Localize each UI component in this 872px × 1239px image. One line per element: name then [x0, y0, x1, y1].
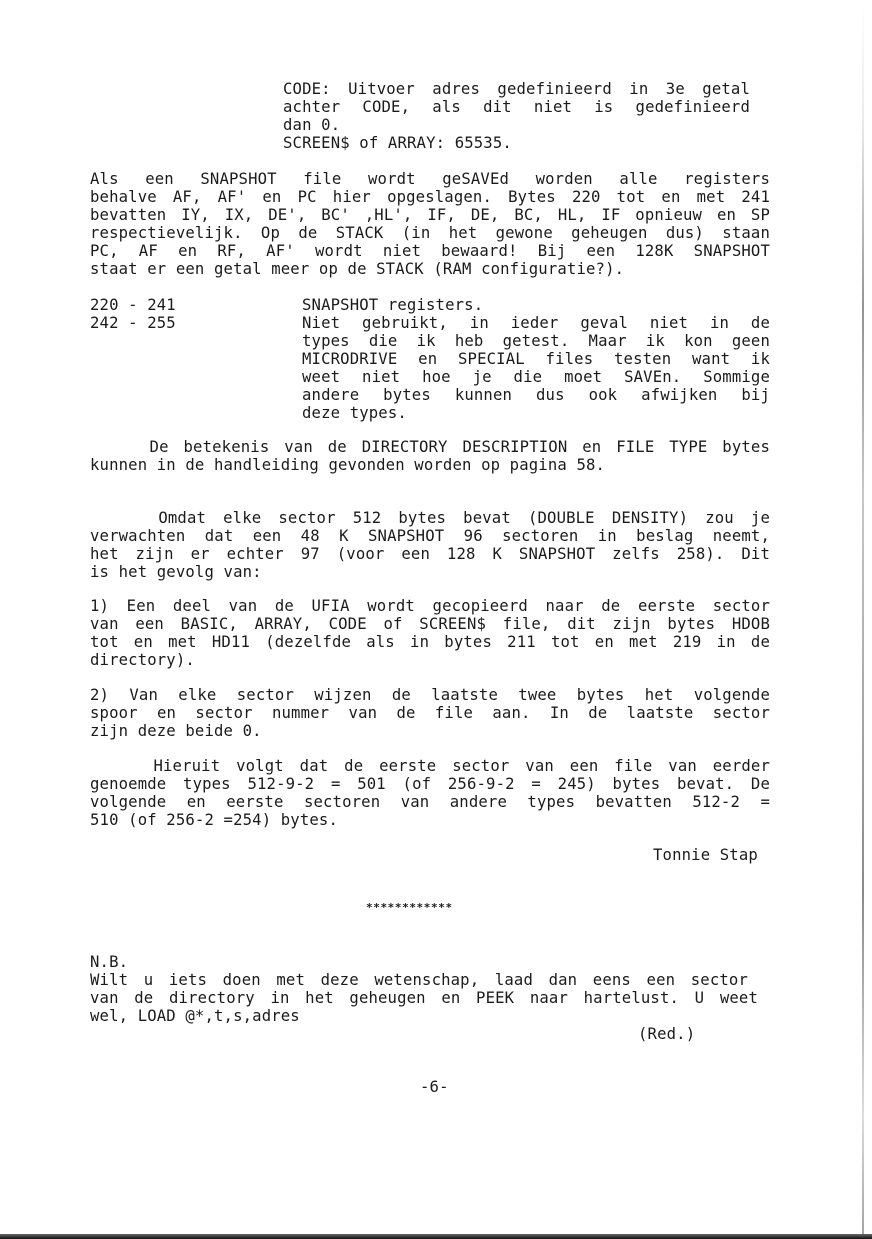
text-line: De betekenis van de DIRECTORY DESCRIPTION en FILE TYPE bytes	[90, 438, 770, 456]
text-line: wel, LOAD @*,t,s,adres	[90, 1007, 300, 1025]
asterisk-separator: ************	[366, 901, 453, 914]
text-line: PC, AF en RF, AF' wordt niet bewaard! Bij een 128K SNAPSHOT	[90, 242, 770, 260]
scan-edge-bottom	[0, 1234, 872, 1239]
text-line: SCREEN$ of ARRAY: 65535.	[283, 134, 512, 152]
text-line: Hieruit volgt dat de eerste sector van een file van eerder	[90, 757, 770, 775]
text-line: 1) Een deel van de UFIA wordt gecopieerd naar de eerste sector	[90, 597, 770, 615]
text-line: spoor en sector nummer van de file aan. In de laatste sector	[90, 704, 770, 722]
text-line: is het gevolg van:	[90, 563, 262, 581]
text-line: van de directory in het geheugen en PEEK naar hartelust. U weet	[90, 989, 758, 1007]
text-line: het zijn er echter 97 (voor een 128 K SNAPSHOT zelfs 258). Dit	[90, 545, 770, 563]
byte-range: 220 - 241	[90, 296, 176, 314]
byte-range: 242 - 255	[90, 314, 176, 332]
text-line: 2) Van elke sector wijzen de laatste twee bytes het volgende	[90, 686, 770, 704]
text-line: tot en met HD11 (dezelfde als in bytes 211 tot en met 219 in de	[90, 633, 770, 651]
text-line: Omdat elke sector 512 bytes bevat (DOUBLE DENSITY) zou je	[90, 509, 770, 527]
byte-description: types die ik heb getest. Maar ik kon geen	[302, 332, 770, 350]
text-line: genoemde types 512-9-2 = 501 (of 256-9-2 = 245) bytes bevat. De	[90, 775, 770, 793]
text-line: kunnen in de handleiding gevonden worden op pagina 58.	[90, 456, 606, 474]
text-line: zijn deze beide 0.	[90, 722, 262, 740]
author-signature: Tonnie Stap	[653, 846, 758, 864]
byte-description: weet niet hoe je die moet SAVEn. Sommige	[302, 368, 770, 386]
editor-mark: (Red.)	[638, 1025, 696, 1043]
text-line: respectievelijk. Op de STACK (in het gewone geheugen dus) staan	[90, 224, 770, 242]
text-line: staat er een getal meer op de STACK (RAM configuratie?).	[90, 260, 625, 278]
byte-description: andere bytes kunnen dus ook afwijken bij	[302, 386, 770, 404]
text-line: bevatten IY, IX, DE', BC' ,HL', IF, DE, BC, HL, IF opnieuw en SP	[90, 206, 770, 224]
text-line: dan 0.	[283, 116, 341, 134]
byte-description: Niet gebruikt, in ieder geval niet in de	[302, 314, 770, 332]
nb-label: N.B.	[90, 953, 129, 971]
text-line: Wilt u iets doen met deze wetenschap, laad dan eens een sector	[90, 971, 748, 989]
text-line: verwachten dat een 48 K SNAPSHOT 96 sectoren in beslag neemt,	[90, 527, 770, 545]
text-line: directory).	[90, 651, 195, 669]
text-line: van een BASIC, ARRAY, CODE of SCREEN$ file, dit zijn bytes HDOB	[90, 615, 770, 633]
text-line: behalve AF, AF' en PC hier opgeslagen. Bytes 220 tot en met 241	[90, 188, 770, 206]
page-number: -6-	[420, 1078, 449, 1096]
scan-edge-right	[862, 0, 864, 1239]
text-line: volgende en eerste sectoren van andere types bevatten 512-2 =	[90, 793, 770, 811]
text-line: CODE: Uitvoer adres gedefinieerd in 3e getal	[283, 80, 750, 98]
byte-description: MICRODRIVE en SPECIAL files testen want ik	[302, 350, 770, 368]
byte-description: deze types.	[302, 404, 407, 422]
text-line: 510 (of 256-2 =254) bytes.	[90, 811, 338, 829]
text-line: achter CODE, als dit niet is gedefinieerd	[283, 98, 750, 116]
text-line: Als een SNAPSHOT file wordt geSAVEd worden alle registers	[90, 170, 770, 188]
byte-description: SNAPSHOT registers.	[302, 296, 484, 314]
